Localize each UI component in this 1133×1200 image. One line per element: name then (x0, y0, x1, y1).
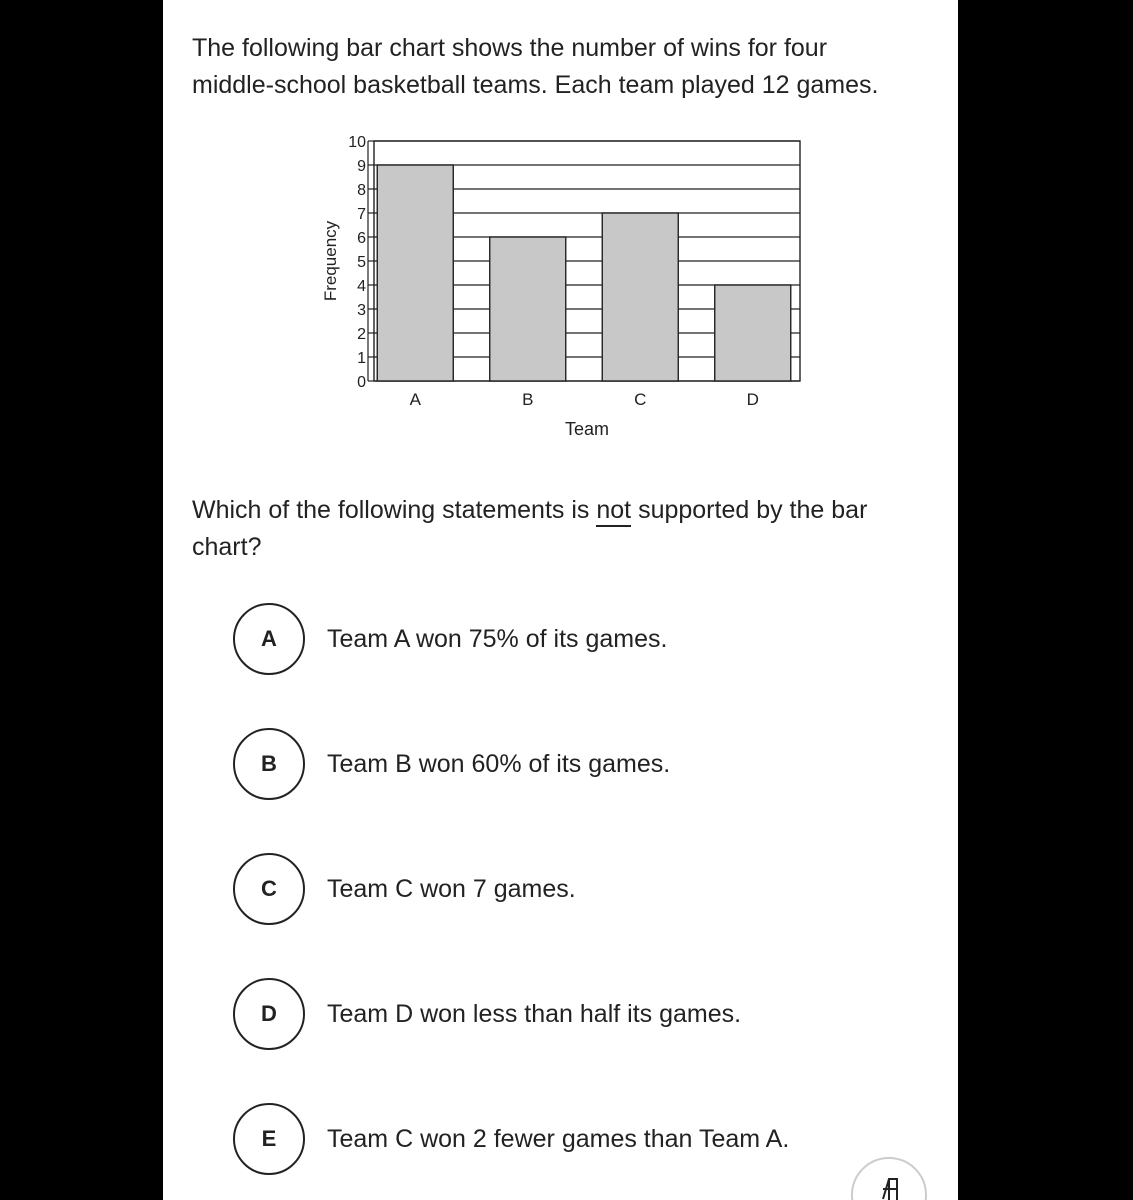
answer-option-a[interactable] (233, 601, 873, 677)
answer-option-d[interactable] (233, 976, 873, 1052)
option-text: Team C won 2 fewer games than Team A. (327, 1124, 790, 1153)
answer-option-e[interactable] (233, 1101, 873, 1177)
bar-a (377, 165, 453, 381)
bar-d (715, 285, 791, 381)
x-tick-label: C (634, 390, 647, 409)
x-axis-title: Team (564, 419, 610, 439)
answer-option-b[interactable] (233, 726, 873, 802)
option-letter-bubble[interactable]: C (233, 853, 305, 925)
y-tick-label: 3 (357, 302, 366, 319)
intro-line-1: The following bar chart shows the number of wins for four (192, 34, 828, 62)
answer-option-c[interactable] (233, 851, 873, 927)
y-tick-label: 7 (357, 206, 366, 223)
pencil-tool-button[interactable] (851, 1157, 927, 1200)
option-letter-bubble[interactable]: A (233, 603, 305, 675)
intro-line-2: middle-school basketball teams. Each team played 12 games. (192, 71, 879, 99)
question-prompt (192, 492, 942, 566)
y-tick-label: 8 (357, 182, 366, 199)
bar-c (602, 213, 678, 381)
prompt-underlined-word: not (596, 496, 631, 527)
y-axis-title: Frequency (321, 220, 340, 302)
y-tick-label: 10 (348, 134, 366, 151)
option-text: Team A won 75% of its games. (327, 624, 668, 653)
y-tick-label: 0 (357, 374, 366, 391)
x-tick-label: D (746, 390, 759, 409)
option-text: Team C won 7 games. (327, 874, 576, 903)
bar-b (490, 237, 566, 381)
y-tick-label: 5 (357, 254, 366, 271)
prompt-line-2: chart? (192, 533, 262, 561)
prompt-after: supported by the bar (631, 496, 868, 524)
y-tick-label: 2 (357, 326, 366, 343)
option-letter-bubble[interactable]: E (233, 1103, 305, 1175)
option-letter-bubble[interactable]: D (233, 978, 305, 1050)
prompt-before: Which of the following statements is (192, 496, 597, 524)
bar-chart (163, 0, 958, 470)
y-tick-label: 6 (357, 230, 366, 247)
x-tick-label: A (409, 390, 421, 409)
option-text: Team D won less than half its games. (327, 999, 742, 1028)
y-tick-label: 9 (357, 158, 366, 175)
y-tick-label: 4 (357, 278, 366, 295)
option-text: Team B won 60% of its games. (327, 749, 671, 778)
x-tick-label: B (522, 390, 534, 409)
pencil-icon (853, 1159, 929, 1200)
option-letter-bubble[interactable]: B (233, 728, 305, 800)
question-page (163, 0, 958, 1200)
y-tick-label: 1 (357, 350, 366, 367)
